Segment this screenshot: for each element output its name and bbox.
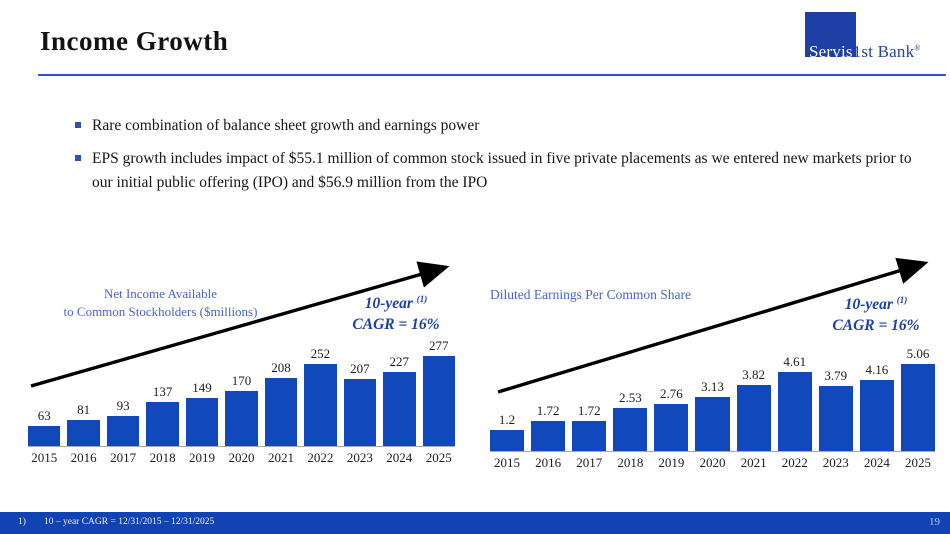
bar-value-label: 93 bbox=[116, 397, 130, 413]
bar-value-label: 3.82 bbox=[742, 367, 765, 383]
bar-column bbox=[572, 403, 606, 451]
bar-value-label: 208 bbox=[271, 360, 291, 376]
bar-value-label: 1.72 bbox=[577, 403, 601, 419]
bar bbox=[225, 391, 257, 446]
registered-mark-icon: ® bbox=[914, 43, 921, 53]
bar-column bbox=[423, 338, 455, 446]
bar-column bbox=[531, 403, 565, 451]
logo-text bbox=[809, 42, 921, 62]
x-axis-tick-label: 2023 bbox=[822, 455, 849, 470]
bar-value-label: 227 bbox=[389, 354, 410, 370]
x-axis-tick-label: 2022 bbox=[307, 450, 334, 465]
bar bbox=[107, 416, 139, 446]
bar-value-label: 149 bbox=[192, 379, 212, 395]
bar-column bbox=[344, 361, 376, 446]
bar bbox=[819, 386, 853, 451]
chart-title bbox=[28, 285, 293, 320]
years-row bbox=[28, 450, 455, 470]
x-axis-tick-label: 2015 bbox=[494, 455, 521, 470]
bar-column bbox=[225, 373, 257, 446]
bar bbox=[28, 426, 60, 447]
bar-column bbox=[304, 346, 336, 446]
bullet-text: EPS growth includes impact of $55.1 million of common stock issued in five private placements as we entered new markets prior to our initial public offering (IPO) and $56.9 million from the IPO bbox=[92, 150, 912, 192]
bar bbox=[490, 430, 524, 451]
bar bbox=[531, 421, 565, 451]
bar-column bbox=[28, 408, 60, 447]
bar-column bbox=[613, 390, 647, 452]
x-axis-tick-label: 2017 bbox=[110, 450, 137, 465]
bar bbox=[654, 404, 688, 452]
bar-column bbox=[901, 346, 935, 451]
bar-value-label: 63 bbox=[37, 407, 51, 423]
bar-value-label: 3.13 bbox=[701, 379, 724, 395]
bar-value-label: 1.72 bbox=[536, 403, 560, 419]
logo-part1: Servis bbox=[809, 42, 853, 61]
bar-column bbox=[146, 384, 178, 447]
bullet-square-icon bbox=[75, 122, 81, 128]
bar-value-label: 3.79 bbox=[824, 367, 848, 383]
bar-value-label: 277 bbox=[429, 338, 449, 353]
bars-row bbox=[28, 321, 455, 447]
bar bbox=[695, 397, 729, 451]
bar bbox=[737, 385, 771, 451]
chart-title bbox=[490, 286, 790, 304]
bar-value-label: 137 bbox=[152, 383, 173, 399]
logo-part2: 1st Bank bbox=[852, 42, 915, 61]
bar bbox=[344, 379, 376, 446]
bar-value-label: 252 bbox=[310, 346, 331, 362]
bar-column bbox=[265, 360, 297, 446]
bar bbox=[901, 364, 935, 451]
cagr-line2: CAGR = 16% bbox=[832, 317, 920, 335]
bar-column bbox=[695, 379, 729, 451]
x-axis-tick-label: 2023 bbox=[346, 450, 373, 465]
footnote bbox=[18, 517, 214, 527]
x-axis-tick-label: 2022 bbox=[781, 455, 808, 470]
x-axis-tick-label: 2020 bbox=[228, 450, 255, 465]
bar-column bbox=[778, 354, 812, 451]
diluted-eps-bar-chart bbox=[490, 256, 935, 475]
servisfirst-bank-logo bbox=[803, 12, 943, 62]
bar-column bbox=[186, 380, 218, 446]
chart-title-line2: to Common Stockholders ($millions) bbox=[63, 303, 258, 319]
page-number: 19 bbox=[929, 516, 940, 528]
bar-value-label: 4.16 bbox=[865, 361, 889, 377]
bar bbox=[304, 364, 336, 446]
bar-column bbox=[383, 354, 415, 446]
bullet-text: Rare combination of balance sheet growth and earnings power bbox=[92, 117, 480, 134]
footer-bar bbox=[0, 512, 950, 534]
x-axis-tick-label: 2019 bbox=[189, 450, 216, 465]
bar-column bbox=[737, 367, 771, 451]
x-axis-tick-label: 2024 bbox=[386, 450, 413, 465]
bar bbox=[186, 398, 218, 446]
x-axis-tick-label: 2021 bbox=[740, 455, 767, 470]
bar-value-label: 2.53 bbox=[618, 389, 642, 405]
bars-row bbox=[490, 326, 935, 452]
bar bbox=[383, 372, 415, 446]
years-row bbox=[490, 455, 935, 475]
bar-value-label: 207 bbox=[350, 360, 370, 376]
bar-column bbox=[860, 362, 894, 452]
bar bbox=[572, 421, 606, 451]
x-axis-tick-label: 2017 bbox=[576, 455, 603, 470]
x-axis-tick-label: 2021 bbox=[267, 450, 294, 465]
x-axis-tick-label: 2016 bbox=[70, 450, 97, 465]
bar-value-label: 81 bbox=[77, 401, 91, 417]
bar bbox=[613, 408, 647, 452]
bar-column bbox=[490, 412, 524, 451]
cagr-line2: CAGR = 16% bbox=[352, 316, 440, 334]
bar bbox=[423, 356, 455, 446]
x-axis-tick-label: 2020 bbox=[699, 455, 726, 470]
bar-value-label: 1.2 bbox=[498, 412, 516, 428]
bar bbox=[265, 378, 297, 446]
bar-column bbox=[67, 402, 99, 446]
cagr-line1: 10-year bbox=[844, 296, 893, 314]
x-axis-tick-label: 2016 bbox=[535, 455, 562, 470]
cagr-line1: 10-year bbox=[364, 295, 413, 313]
x-axis-tick-label: 2018 bbox=[617, 455, 644, 470]
bar-value-label: 170 bbox=[231, 372, 252, 388]
net-income-bar-chart bbox=[28, 256, 455, 470]
bar-value-label: 4.61 bbox=[783, 353, 807, 369]
chart-title-line1: Diluted Earnings Per Common Share bbox=[490, 287, 691, 302]
bar-value-label: 2.76 bbox=[660, 385, 683, 401]
footnote-superscript: (1) bbox=[896, 295, 908, 305]
bullet-list bbox=[75, 114, 935, 204]
x-axis-tick-label: 2018 bbox=[149, 450, 176, 465]
bar-column bbox=[819, 368, 853, 451]
chart-title-line1: Net Income Available bbox=[103, 286, 218, 301]
x-axis-tick-label: 2024 bbox=[863, 455, 890, 470]
bullet-item bbox=[75, 147, 935, 195]
bar-value-label: 5.06 bbox=[906, 346, 930, 361]
x-axis-tick-label: 2019 bbox=[658, 455, 685, 470]
x-axis-tick-label: 2025 bbox=[425, 450, 452, 465]
x-axis-tick-label: 2015 bbox=[31, 450, 58, 465]
title-divider bbox=[38, 74, 946, 76]
bar-column bbox=[107, 398, 139, 446]
x-axis-tick-label: 2025 bbox=[904, 455, 931, 470]
bar-column bbox=[654, 386, 688, 452]
bar bbox=[146, 402, 178, 447]
bullet-square-icon bbox=[75, 155, 81, 161]
footnote-text: 10 – year CAGR = 12/31/2015 – 12/31/2025 bbox=[44, 517, 215, 527]
footnote-superscript: (1) bbox=[416, 294, 428, 304]
page-title: Income Growth bbox=[40, 26, 229, 56]
bullet-item bbox=[75, 114, 935, 138]
bar bbox=[860, 380, 894, 452]
footnote-number: 1) bbox=[18, 517, 26, 527]
bar bbox=[778, 372, 812, 451]
bar bbox=[67, 420, 99, 446]
